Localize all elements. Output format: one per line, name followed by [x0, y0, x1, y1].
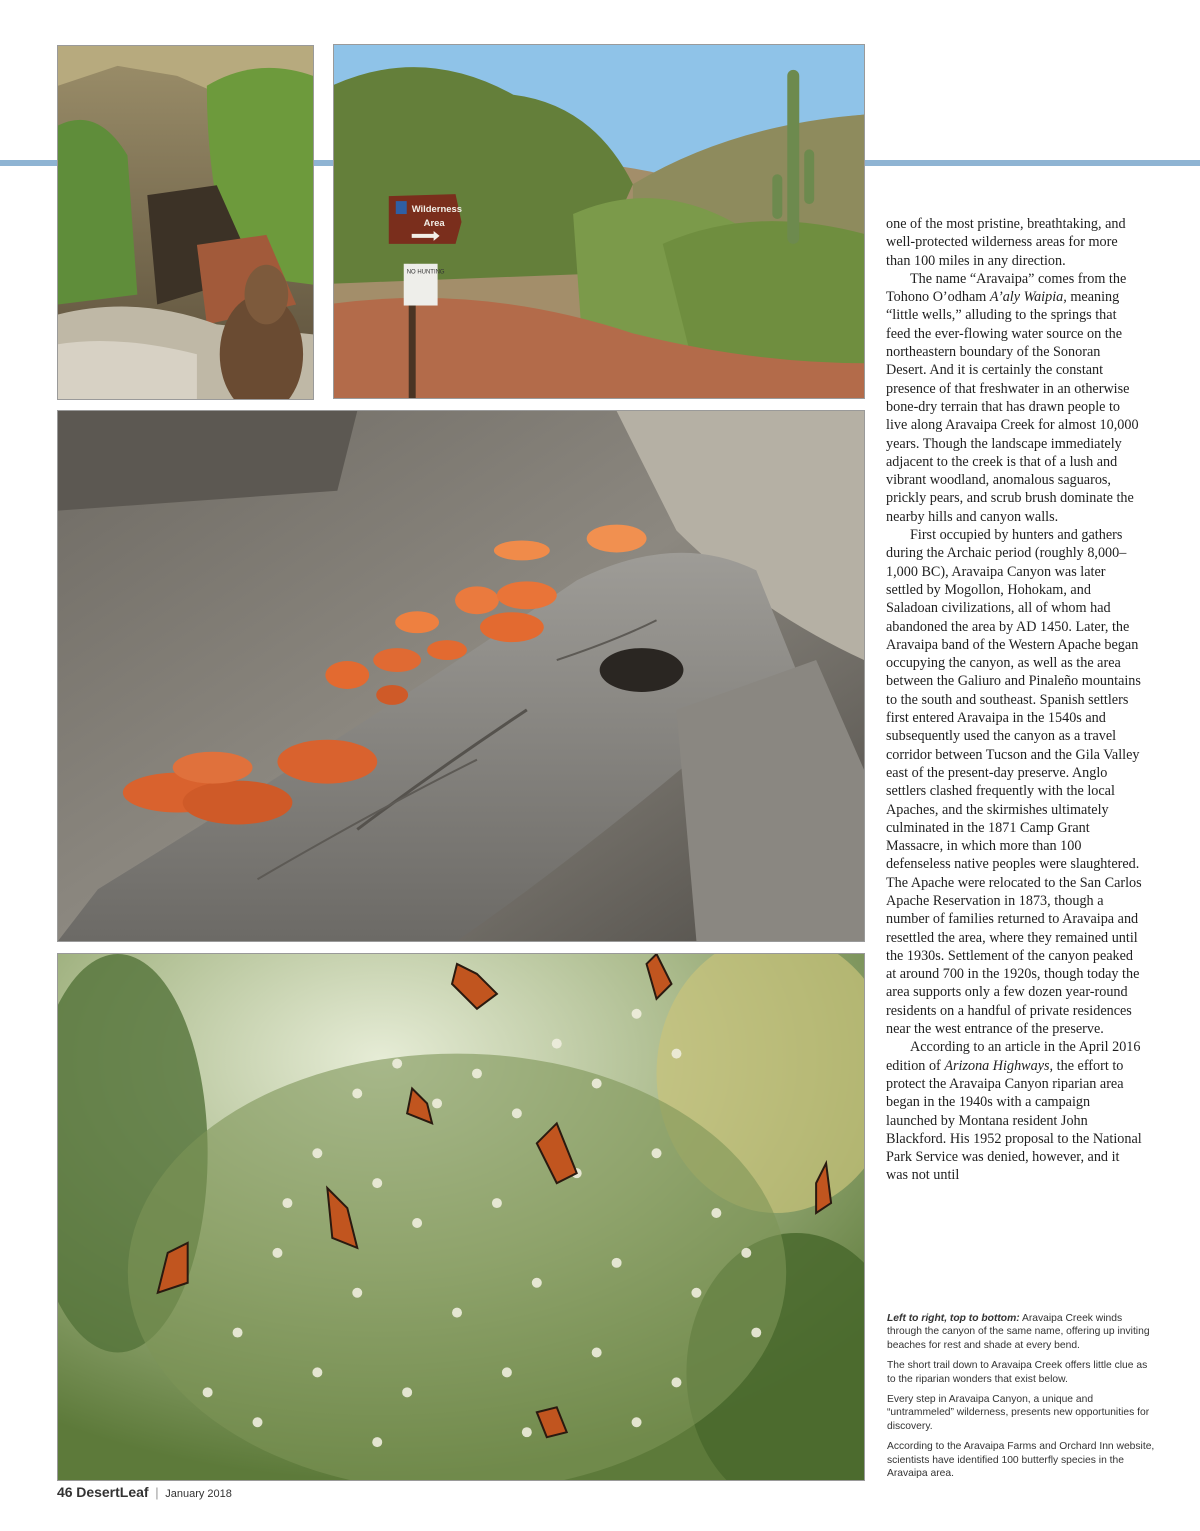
- caption-3: Every step in Aravaipa Canyon, a unique and “untrammeled” wilderness, presents new opportunities for discovery.: [887, 1394, 1150, 1432]
- sign-notice-text: NO HUNTING: [406, 269, 445, 276]
- header-rule-right: [864, 160, 1200, 166]
- page-number: 46: [57, 1484, 73, 1500]
- photo-fungus-log: [57, 410, 865, 942]
- photo-captions: [887, 1312, 1155, 1487]
- sign-wilderness-text: Wilderness: [411, 204, 463, 216]
- issue-date: January 2018: [165, 1488, 232, 1500]
- header-rule-left: [0, 160, 58, 166]
- photo-aravaipa-creek: [57, 45, 314, 400]
- article-paragraph-2: [886, 270, 1142, 526]
- sign-area-text: Area: [423, 217, 445, 229]
- article-paragraph-4-italic: Arizona Highways,: [944, 1057, 1054, 1074]
- caption-1-text: Aravaipa Creek winds through the canyon of the same name, offering up inviting beaches for rest and shade at every bend.: [887, 1313, 1150, 1351]
- article-body: [886, 215, 1142, 1185]
- caption-4: According to the Aravaipa Farms and Orchard Inn website, scientists have identified 100 butterfly species in the Aravaipa area.: [887, 1441, 1155, 1480]
- caption-1: [887, 1312, 1155, 1352]
- article-paragraph-1: one of the most pristine, breathtaking, and well-protected wilderness areas for more than 100 miles in any direction.: [886, 216, 1126, 269]
- caption-2: The short trail down to Aravaipa Creek offers little clue as to the riparian wonders that exist below.: [887, 1360, 1148, 1385]
- footer-separator: |: [155, 1485, 159, 1500]
- photo-wilderness-sign: [333, 44, 865, 399]
- photo-butterflies: [57, 953, 865, 1481]
- article-paragraph-4-end: the effort to protect the Aravaipa Canyon riparian area began in the 1940s with a campaign launched by Montana resident John Blackford. His 1952 proposal to the National Park Service was denied, however, and it was not until: [886, 1057, 1142, 1184]
- article-paragraph-2-end: meaning “little wells,” alluding to the springs that feed the ever-flowing water source on the northeastern boundary of the Sonoran Desert. And it is certainly the constant presence of that freshwater in an otherwise bone-dry terrain that has drawn people to live along Aravaipa Creek for almost 10,000 years. Though the landscape immediately adjacent to the creek is that of a lush and vibrant woodland, anomalous saguaros, prickly pears, and scrub brush dominate the nearby hills and canyon walls.: [886, 289, 1139, 525]
- article-paragraph-2-italic: A’aly Waipia,: [989, 289, 1067, 306]
- magazine-name: DesertLeaf: [76, 1484, 149, 1500]
- header-rule-middle: [313, 160, 334, 166]
- article-paragraph-4: [886, 1038, 1142, 1184]
- article-paragraph-2-start: The name “Aravaipa” comes from the Tohono O’odham: [886, 270, 1127, 306]
- page-footer: [57, 1484, 232, 1500]
- article-paragraph-3: First occupied by hunters and gathers during the Archaic period (roughly 8,000–1,000 BC), Aravaipa Canyon was later settled by Mogollon, Hohokam, and Saladoan civilizations, all of whom had abandoned the area by AD 1450. Later, the Aravaipa band of the Western Apache began occupying the canyon, as well as the area between the Galiuro and Pinaleño mountains to the south and southeast. Spanish settlers first entered Aravaipa in the 1540s and subsequently used the canyon as a travel corridor between Tucson and the Gila Valley east of the present-day preserve. Anglo settlers clashed frequently with the local Apaches, and the skirmishes ultimately culminated in the 1871 Camp Grant Massacre, in which more than 100 defenseless native peoples were slaughtered. The Apache were relocated to the San Carlos Apache Reservation in 1873, though a number of families returned to Aravaipa and resettled the area, where they remained until the 1930s. Settlement of the canyon peaked at around 700 in the 1920s, though today the area supports only a few dozen year-round residents on a handful of private residences near the west entrance of the preserve.: [886, 527, 1142, 1038]
- article-paragraph-4-start: According to an article in the April 2016 edition of: [886, 1039, 1141, 1074]
- caption-lead: Left to right, top to bottom:: [887, 1313, 1020, 1324]
